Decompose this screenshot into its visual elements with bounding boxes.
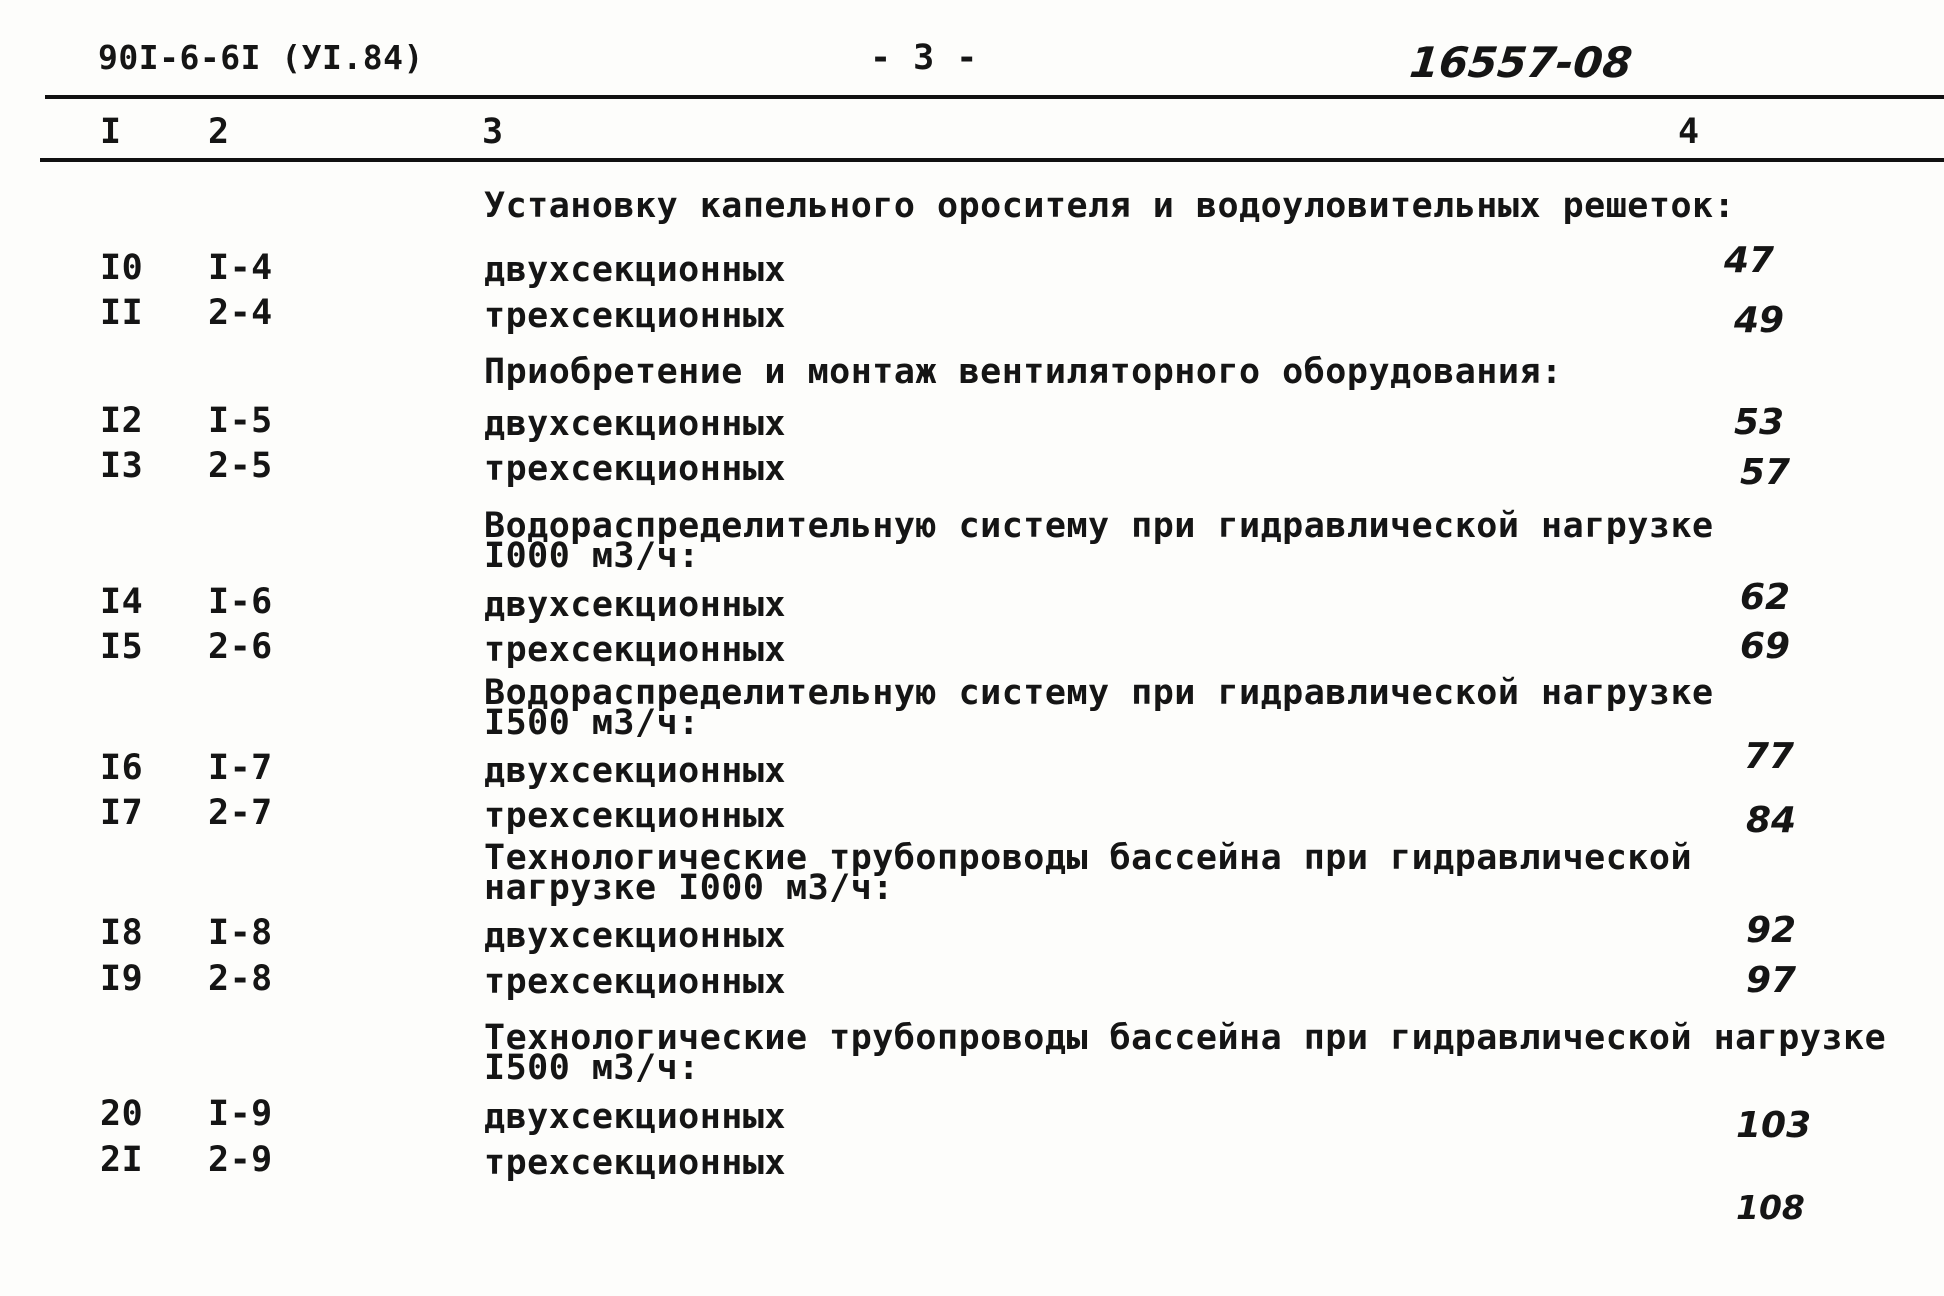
column-header-4: 4 [1678, 112, 1700, 152]
top-rule [45, 95, 1944, 99]
row-code: I-5 [208, 401, 273, 441]
row-page: 103 [1736, 1105, 1812, 1146]
row-number: 20 [100, 1094, 144, 1134]
row-code: 2-9 [208, 1140, 273, 1180]
section-heading: Приобретение и монтаж вентиляторного оборудования: [484, 352, 1563, 392]
row-page: 77 [1744, 736, 1795, 777]
column-header-1: I [100, 112, 122, 152]
row-code: 2-7 [208, 793, 273, 833]
row-label: трехсекционных [484, 1143, 787, 1183]
row-code: 2-8 [208, 959, 273, 999]
column-header-3: 3 [482, 112, 504, 152]
page-number: - 3 - [870, 38, 978, 78]
row-code: I-7 [208, 748, 273, 788]
row-label: трехсекционных [484, 296, 787, 336]
row-label: трехсекционных [484, 962, 787, 1002]
row-page: 57 [1740, 452, 1791, 493]
doc-code: 90I-6-6I (УI.84) [98, 38, 424, 77]
section-heading: Установку капельного оросителя и водоуловительных решеток: [484, 186, 1736, 226]
section-heading: I000 м3/ч: [484, 536, 700, 576]
section-heading: нагрузке I000 м3/ч: [484, 868, 894, 908]
row-label: двухсекционных [484, 751, 787, 791]
row-page: 47 [1724, 240, 1775, 281]
row-label: трехсекционных [484, 630, 787, 670]
row-number: I3 [100, 446, 144, 486]
row-code: I-9 [208, 1094, 273, 1134]
section-heading: Технологические трубопроводы бассейна при гидравлической нагрузке [484, 1018, 1887, 1058]
row-label: двухсекционных [484, 250, 787, 290]
stamp-number: 16557-08 [1407, 38, 1635, 87]
section-heading: Водораспределительную систему при гидравлической нагрузке [484, 673, 1714, 713]
row-number: I0 [100, 248, 144, 288]
header-rule [40, 158, 1944, 162]
row-code: I-8 [208, 913, 273, 953]
row-number: 2I [100, 1140, 144, 1180]
row-label: двухсекционных [484, 585, 787, 625]
section-heading: I500 м3/ч: [484, 703, 700, 743]
row-label: двухсекционных [484, 1097, 787, 1137]
row-page: 53 [1734, 402, 1785, 443]
section-heading: Водораспределительную систему при гидравлической нагрузке [484, 506, 1714, 546]
row-number: I4 [100, 582, 144, 622]
section-heading: Технологические трубопроводы бассейна при гидравлической [484, 838, 1693, 878]
row-label: трехсекционных [484, 449, 787, 489]
row-page: 92 [1746, 910, 1797, 951]
row-number: II [100, 293, 144, 333]
row-code: I-4 [208, 248, 273, 288]
row-number: I5 [100, 627, 144, 667]
column-header-2: 2 [208, 112, 230, 152]
row-page: 49 [1734, 300, 1785, 341]
row-label: трехсекционных [484, 796, 787, 836]
row-number: I7 [100, 793, 144, 833]
row-page: 97 [1746, 960, 1797, 1001]
row-code: 2-5 [208, 446, 273, 486]
row-code: I-6 [208, 582, 273, 622]
row-label: двухсекционных [484, 916, 787, 956]
row-number: I8 [100, 913, 144, 953]
row-code: 2-6 [208, 627, 273, 667]
row-label: двухсекционных [484, 404, 787, 444]
row-number: I9 [100, 959, 144, 999]
row-number: I6 [100, 748, 144, 788]
row-page: 69 [1740, 626, 1791, 667]
row-page: 62 [1740, 577, 1791, 618]
trailing-page: 108 [1736, 1188, 1805, 1227]
row-page: 84 [1746, 800, 1797, 841]
row-number: I2 [100, 401, 144, 441]
section-heading: I500 м3/ч: [484, 1048, 700, 1088]
row-code: 2-4 [208, 293, 273, 333]
